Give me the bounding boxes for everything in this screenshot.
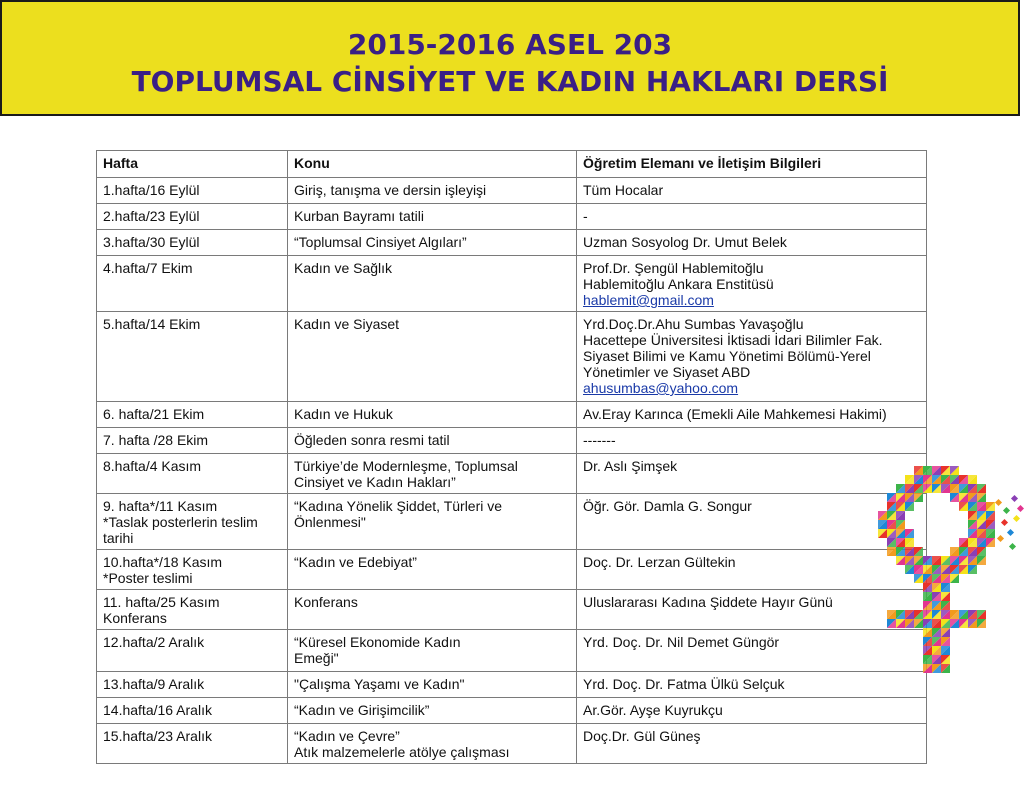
staff-cell-line: Uluslararası Kadına Şiddete Hayır Günü xyxy=(583,594,833,610)
title-banner xyxy=(0,0,1020,116)
week-cell-line: 2.hafta/23 Eylül xyxy=(103,208,200,224)
week-cell-line: 4.hafta/7 Ekim xyxy=(103,260,193,276)
staff-cell xyxy=(577,312,927,402)
topic-cell-line: “Kadın ve Edebiyat” xyxy=(294,554,417,570)
week-cell-line: 3.hafta/30 Eylül xyxy=(103,234,200,250)
topic-cell xyxy=(288,256,577,312)
topic-cell-line: Giriş, tanışma ve dersin işleyişi xyxy=(294,182,487,198)
week-cell-line: 6. hafta/21 Ekim xyxy=(103,406,205,422)
topic-cell xyxy=(288,178,577,204)
table-row xyxy=(97,698,927,724)
topic-cell xyxy=(288,550,577,590)
staff-cell-line: Av.Eray Karınca (Emekli Aile Mahkemesi Hakimi) xyxy=(583,406,887,422)
table-row xyxy=(97,550,927,590)
topic-cell-line: “Kadına Yönelik Şiddet, Türleri ve xyxy=(294,498,503,514)
topic-cell-line: Konferans xyxy=(294,594,358,610)
header-topic: Konu xyxy=(288,151,577,178)
week-cell xyxy=(97,230,288,256)
week-cell xyxy=(97,312,288,402)
topic-cell-line: “Toplumsal Cinsiyet Algıları” xyxy=(294,234,467,250)
topic-cell xyxy=(288,672,577,698)
topic-cell xyxy=(288,454,577,494)
table-row xyxy=(97,724,927,764)
header-week: Hafta xyxy=(97,151,288,178)
table-row xyxy=(97,590,927,630)
staff-cell xyxy=(577,428,927,454)
course-name-title: TOPLUMSAL CİNSİYET VE KADIN HAKLARI DERSİ xyxy=(131,65,889,98)
week-cell-line: 10.hafta*/18 Kasım xyxy=(103,554,223,570)
week-cell-line: 11. hafta/25 Kasım xyxy=(103,594,220,610)
staff-cell-line: Yrd. Doç. Dr. Nil Demet Güngör xyxy=(583,634,780,650)
week-cell-line: *Poster teslimi xyxy=(103,570,193,586)
table-row xyxy=(97,454,927,494)
topic-cell-line: Cinsiyet ve Kadın Hakları” xyxy=(294,474,456,490)
week-cell xyxy=(97,550,288,590)
staff-cell xyxy=(577,454,927,494)
topic-cell-line: Kadın ve Siyaset xyxy=(294,316,400,332)
week-cell-line: tarihi xyxy=(103,530,134,546)
topic-cell-line: Emeği" xyxy=(294,650,339,666)
topic-cell xyxy=(288,428,577,454)
week-cell-line: *Taslak posterlerin teslim xyxy=(103,514,258,530)
week-cell-line: 15.hafta/23 Aralık xyxy=(103,728,212,744)
week-cell-line: 1.hafta/16 Eylül xyxy=(103,182,200,198)
week-cell xyxy=(97,590,288,630)
topic-cell-line: Kurban Bayramı tatili xyxy=(294,208,424,224)
table-row xyxy=(97,402,927,428)
confetti-square xyxy=(1003,507,1010,514)
confetti-square xyxy=(1001,519,1008,526)
topic-cell-line: “Küresel Ekonomide Kadın xyxy=(294,634,461,650)
staff-cell-line: Dr. Aslı Şimşek xyxy=(583,458,678,474)
week-cell-line: 9. hafta*/11 Kasım xyxy=(103,498,218,514)
topic-cell-line: “Kadın ve Girişimcilik” xyxy=(294,702,430,718)
staff-cell-line: Siyaset Bilimi ve Kamu Yönetimi Bölümü-Yerel xyxy=(583,348,871,364)
staff-cell-line: - xyxy=(583,208,588,224)
confetti-square xyxy=(1013,515,1020,522)
staff-cell xyxy=(577,550,927,590)
course-year-title: 2015-2016 ASEL 203 xyxy=(347,28,673,61)
topic-cell xyxy=(288,204,577,230)
week-cell-line: 13.hafta/9 Aralık xyxy=(103,676,205,692)
topic-cell-line: Öğleden sonra resmi tatil xyxy=(294,432,450,448)
table-row xyxy=(97,428,927,454)
week-cell xyxy=(97,402,288,428)
staff-cell-line: Yrd. Doç. Dr. Fatma Ülkü Selçuk xyxy=(583,676,785,692)
staff-cell xyxy=(577,256,927,312)
table-row xyxy=(97,630,927,672)
staff-cell-line: Yönetimler ve Siyaset ABD xyxy=(583,364,751,380)
week-cell-line: 7. hafta /28 Ekim xyxy=(103,432,209,448)
topic-cell xyxy=(288,630,577,672)
week-cell xyxy=(97,672,288,698)
header-staff: Öğretim Elemanı ve İletişim Bilgileri xyxy=(577,151,927,178)
email-link[interactable]: hablemit@gmail.com xyxy=(583,292,714,308)
staff-cell-line: Hablemitoğlu Ankara Enstitüsü xyxy=(583,276,774,292)
week-cell-line: 5.hafta/14 Ekim xyxy=(103,316,201,332)
staff-cell xyxy=(577,178,927,204)
table-row xyxy=(97,494,927,550)
confetti-square xyxy=(1011,495,1018,502)
topic-cell xyxy=(288,402,577,428)
staff-cell xyxy=(577,630,927,672)
staff-cell-line: Hacettepe Üniversitesi İktisadi İdari Bilimler Fak. xyxy=(583,332,883,348)
week-cell xyxy=(97,630,288,672)
topic-cell xyxy=(288,698,577,724)
schedule-table xyxy=(96,150,927,764)
table-row xyxy=(97,178,927,204)
staff-cell-line: Prof.Dr. Şengül Hablemitoğlu xyxy=(583,260,764,276)
week-cell xyxy=(97,494,288,550)
topic-cell-line: “Kadın ve Çevre” xyxy=(294,728,400,744)
week-cell xyxy=(97,724,288,764)
staff-cell-line: Doç. Dr. Lerzan Gültekin xyxy=(583,554,736,570)
table-row xyxy=(97,204,927,230)
confetti-square xyxy=(997,535,1004,542)
week-cell-line: 12.hafta/2 Aralık xyxy=(103,634,205,650)
confetti-square xyxy=(1007,529,1014,536)
week-cell-line: Konferans xyxy=(103,610,167,626)
staff-cell xyxy=(577,590,927,630)
week-cell-line: 8.hafta/4 Kasım xyxy=(103,458,202,474)
staff-cell xyxy=(577,494,927,550)
table-row xyxy=(97,256,927,312)
staff-cell xyxy=(577,402,927,428)
table-row xyxy=(97,230,927,256)
staff-cell-line: Öğr. Gör. Damla G. Songur xyxy=(583,498,752,514)
topic-cell-line: Atık malzemelerle atölye çalışması xyxy=(294,744,510,760)
week-cell xyxy=(97,204,288,230)
week-cell xyxy=(97,428,288,454)
week-cell xyxy=(97,178,288,204)
confetti-square xyxy=(995,499,1002,506)
staff-cell xyxy=(577,230,927,256)
topic-cell-line: "Çalışma Yaşamı ve Kadın" xyxy=(294,676,465,692)
week-cell xyxy=(97,454,288,494)
staff-cell-line: Ar.Gör. Ayşe Kuyrukçu xyxy=(583,702,723,718)
topic-cell-line: Türkiye’de Modernleşme, Toplumsal xyxy=(294,458,518,474)
confetti-square xyxy=(1017,505,1024,512)
table-header-row xyxy=(97,151,927,178)
email-link[interactable]: ahusumbas@yahoo.com xyxy=(583,380,739,396)
table-row xyxy=(97,312,927,402)
topic-cell xyxy=(288,590,577,630)
staff-cell-line: Uzman Sosyolog Dr. Umut Belek xyxy=(583,234,787,250)
staff-cell xyxy=(577,672,927,698)
staff-cell-line: Doç.Dr. Gül Güneş xyxy=(583,728,701,744)
confetti-square xyxy=(1009,543,1016,550)
topic-cell xyxy=(288,312,577,402)
topic-cell-line: Kadın ve Hukuk xyxy=(294,406,393,422)
staff-cell xyxy=(577,204,927,230)
topic-cell-line: Kadın ve Sağlık xyxy=(294,260,393,276)
week-cell-line: 14.hafta/16 Aralık xyxy=(103,702,212,718)
staff-cell-line: Tüm Hocalar xyxy=(583,182,664,198)
staff-cell xyxy=(577,698,927,724)
topic-cell xyxy=(288,494,577,550)
staff-cell-line: ------- xyxy=(583,432,616,448)
staff-cell-line: Yrd.Doç.Dr.Ahu Sumbas Yavaşoğlu xyxy=(583,316,804,332)
topic-cell xyxy=(288,724,577,764)
staff-cell xyxy=(577,724,927,764)
week-cell xyxy=(97,256,288,312)
topic-cell xyxy=(288,230,577,256)
table-row xyxy=(97,672,927,698)
female-symbol-icon xyxy=(878,466,1024,680)
topic-cell-line: Önlenmesi" xyxy=(294,514,366,530)
week-cell xyxy=(97,698,288,724)
